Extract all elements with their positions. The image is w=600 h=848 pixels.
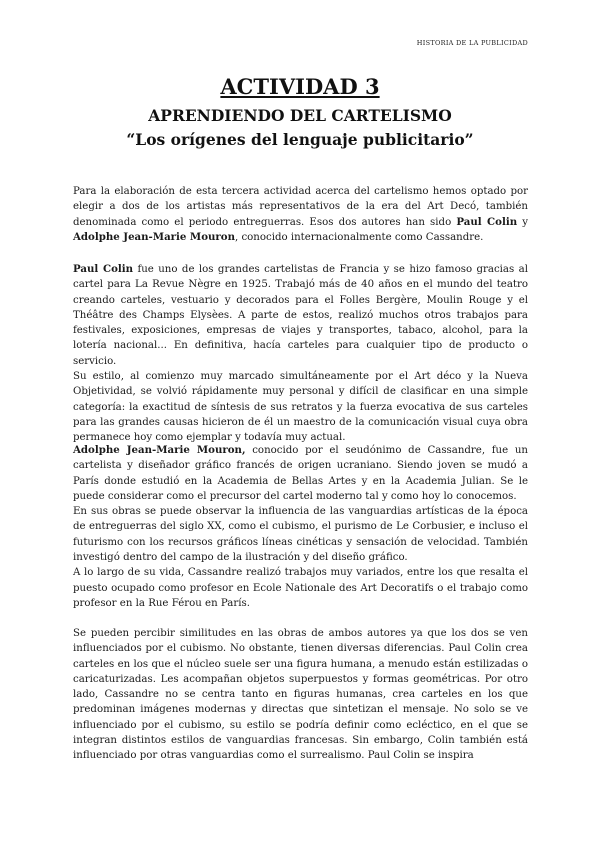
page-subtitle-quote: “Los orígenes del lenguaje publicitario” [126,130,474,149]
running-header: HISTORIA DE LA PUBLICIDAD [416,39,528,47]
comparison-paragraph [73,626,528,764]
author-name-colin: Paul Colin [456,215,518,228]
mouron-text-a: conocido por el seudónimo de Cassandre, fue un cartelista y diseñador gráfico francés de origen ucraniano. Siendo joven se mudó a París donde estudió en la Academia de Bellas Artes y en la Academia Julian. Se le puede considerar como el precursor del cartel moderno tal y como hoy lo conocemos. [73,445,528,502]
intro-text-a: Para la elaboración de esta tercera actividad acerca del cartelismo hemos optado por elegir a dos de los artistas más representativos de la era del Art Decó, también denominada como el periodo entreguerras. Esos dos autores han sido [73,186,528,228]
colin-text-b: Su estilo, al comienzo muy marcado simultáneamente por el Art déco y la Nueva Objetividad, se volvió rápidamente muy personal y difícil de clasificar en una simple categoría: la exactitud de síntesis de sus retratos y la fuerza evocativa de sus carteles para las grandes causas hicieron de él un maestro de la comunicación visual cuya obra permanece hoy como ejemplar y todavía muy actual. [73,371,528,444]
colin-section [73,262,528,446]
intro-paragraph [73,184,528,245]
mouron-heading-name: Adolphe Jean-Marie Mouron, [73,444,246,456]
intro-text-c: , conocido internacionalmente como Cassandre. [234,231,484,243]
mouron-text-c: A lo largo de su vida, Cassandre realizó trabajos muy variados, entre los que resalta el puesto ocupado como profesor en Ecole Nationale des Art Decoratifs o el trabajo como profesor en la Rue Férou en París. [73,567,528,609]
page-subtitle: APRENDIENDO DEL CARTELISMO [148,106,452,125]
mouron-section [73,443,528,611]
author-name-mouron: Adolphe Jean-Marie Mouron [73,230,235,243]
colin-heading-name: Paul Colin [73,263,134,275]
colin-text-a: fue uno de los grandes cartelistas de Francia y se hizo famoso gracias al cartel para La Revue Nègre en 1925. Trabajó más de 40 años en el mundo del teatro creando carteles, vestuario y decorados para el Folles Bergère, Moulin Rouge y el Théâtre des Champs Elysèes. A parte de estos, realizó muchos otros trabajos para festivales, exposiciones, empresas de viajes y transportes, tabaco, alcohol, para la lotería nacional... En definitiva, hacía carteles para cualquier tipo de producto o servicio. [73,264,528,367]
mouron-text-b: En sus obras se puede observar la influencia de las vanguardias artísticas de la época de entreguerras del siglo XX, como el cubismo, el purismo de Le Corbusier, e incluso el futurismo con los recursos gráficos líneas cinéticas y sensación de velocidad. También investigó dentro del campo de la ilustración y del diseño gráfico. [73,506,528,564]
intro-text-b: y [517,216,528,228]
comparison-text: Se pueden percibir similitudes en las obras de ambos autores ya que los dos se ven influenciados por el cubismo. No obstante, tienen diversas diferencias. Paul Colin crea carteles en los que el núcleo suele ser una figura humana, a menudo están estilizadas o caricaturizadas. Les acompañan objetos superpuestos y formas geométricas. Por otro lado, Cassandre no se centra tanto en figuras humanas, crea carteles en los que predominan imágenes modernas y directas que sintetizan el mensaje. No solo se ve influenciado por el cubismo, su estilo se podría definir como ecléctico, en el que se integran distintos estilos de vanguardias francesas. Sin embargo, Colin también está influenciado por otras vanguardias como el surrealismo. Paul Colin se inspira [73,628,528,762]
page-title: ACTIVIDAD 3 [220,74,380,99]
